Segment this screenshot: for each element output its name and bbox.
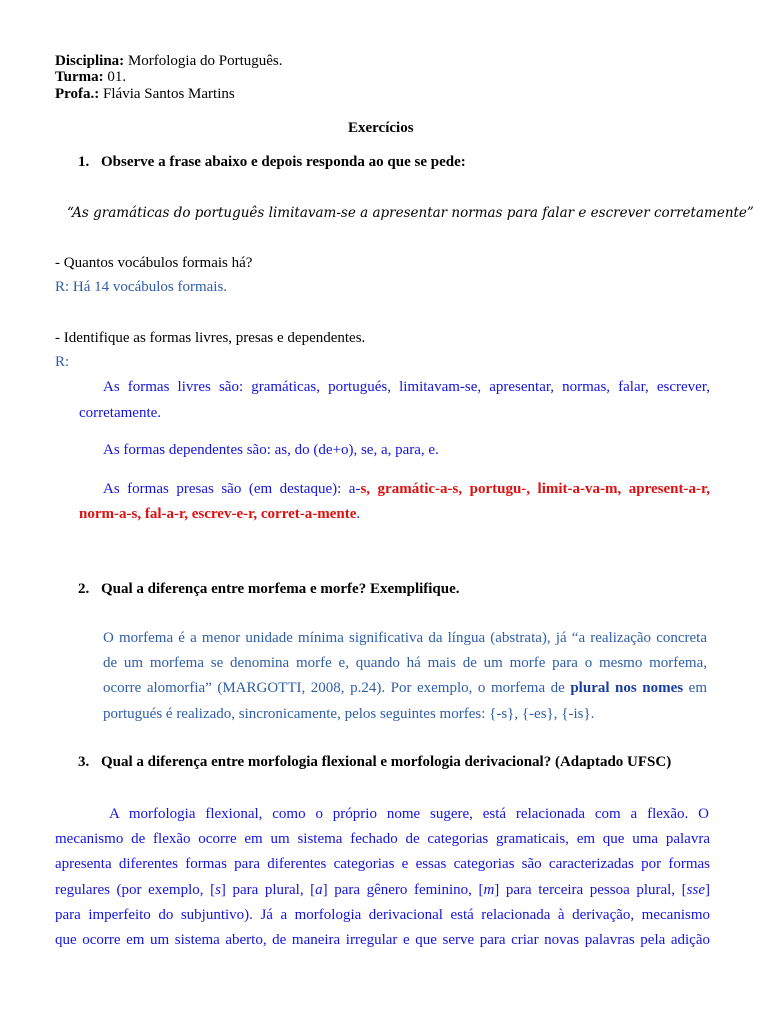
- disciplina-value: Morfologia do Português.: [124, 53, 283, 69]
- q3-line3: apresenta diferentes formas para diferentes categorias e essas categorias são caracterizadas por formas: [55, 856, 710, 872]
- header-profa: [55, 85, 235, 103]
- profa-label: Profa.:: [55, 86, 100, 102]
- q1-livres-line2: corretamente.: [79, 405, 162, 421]
- q1-presas-end: .: [356, 506, 361, 522]
- q1-sub2-question: - Identifique as formas livres, presas e dependentes.: [55, 330, 366, 346]
- turma-value: 01.: [103, 69, 127, 85]
- q2-line3-a: ocorre alomorfia” (MARGOTTI, 2008, p.24). Por exemplo, o morfema de: [103, 680, 571, 696]
- q3-line4-s: s: [215, 882, 221, 898]
- q1-sub1-answer: R: Há 14 vocábulos formais.: [55, 279, 228, 295]
- q2-line3-b: em: [683, 680, 707, 696]
- q1-number: 1.: [78, 154, 90, 170]
- q1-sub1-question: - Quantos vocábulos formais há?: [55, 255, 253, 271]
- q2-line2: de um morfema se denomina morfe e, quando há mais de um morfe para o mesmo morfema,: [103, 655, 707, 671]
- q3-line4-c: ] para gênero feminino, [: [322, 882, 484, 898]
- q1-quote: “As gramáticas do português limitavam-se a apresentar normas para falar e escrever corretamente”: [67, 205, 754, 221]
- q3-line1: A morfologia flexional, como o próprio nome sugere, está relacionada com a flexão. O: [109, 806, 709, 822]
- q3-line5: para imperfeito do subjuntivo). Já a morfologia derivacional está relacionada à derivação, mecanismo: [55, 907, 710, 923]
- q1-presas-intro: As formas presas são (em destaque): a-: [103, 481, 361, 497]
- q2-line3-bold: plural nos nomes: [570, 680, 684, 696]
- q3-line4-b: ] para plural, [: [220, 882, 316, 898]
- q3-line4-e: ]: [704, 882, 710, 898]
- q1-presas-line2: [79, 505, 360, 523]
- q3-number: 3.: [78, 754, 90, 770]
- header-turma: [55, 68, 126, 86]
- q3-line4-d: ] para terceira pessoa plural, [: [494, 882, 687, 898]
- q3-line2: mecanismo de flexão ocorre em um sistema fechado de categorias gramaticais, em que uma palavra: [55, 831, 710, 847]
- q1-dependentes: As formas dependentes são: as, do (de+o), se, a, para, e.: [103, 442, 439, 458]
- q2-line3: [103, 679, 707, 697]
- q2-line4: portugués é realizado, sincronicamente, pelos seguintes morfes: {-s}, {-es}, {-is}.: [103, 706, 595, 722]
- q3-line4: [55, 881, 710, 899]
- q1-sub2-answer-label: R:: [55, 354, 70, 370]
- q3-line6: que ocorre em um sistema aberto, de maneira irregular e que serve para criar novas palavras pela adição: [55, 932, 710, 948]
- q3-line4-a2: a: [315, 882, 323, 898]
- q2-question: Qual a diferença entre morfema e morfe? Exemplifique.: [101, 581, 460, 597]
- q1-livres-line1: As formas livres são: gramáticas, portugués, limitavam-se, apresentar, normas, falar, escrever,: [103, 379, 710, 395]
- q1-presas-red2: norm-a-s, fal-a-r, escrev-e-r, corret-a-mente: [79, 506, 357, 522]
- q1-presas-red1: s, gramátic-a-s, portugu-, limit-a-va-m, apresent-a-r,: [360, 481, 710, 497]
- q3-line4-sse: sse: [686, 882, 705, 898]
- page-title: Exercícios: [348, 120, 414, 136]
- q3-question: Qual a diferença entre morfologia flexional e morfologia derivacional? (Adaptado UFSC): [101, 754, 672, 770]
- profa-value: Flávia Santos Martins: [99, 86, 235, 102]
- q1-question: Observe a frase abaixo e depois responda ao que se pede:: [101, 154, 466, 170]
- q1-presas-line1: [103, 480, 710, 498]
- q3-line4-a: regulares (por exemplo, [: [55, 882, 216, 898]
- q2-line1: O morfema é a menor unidade mínima significativa da língua (abstrata), já “a realização concreta: [103, 630, 707, 646]
- disciplina-label: Disciplina:: [55, 53, 125, 69]
- turma-label: Turma:: [55, 69, 104, 85]
- q2-number: 2.: [78, 581, 90, 597]
- q3-line4-m: m: [483, 882, 495, 898]
